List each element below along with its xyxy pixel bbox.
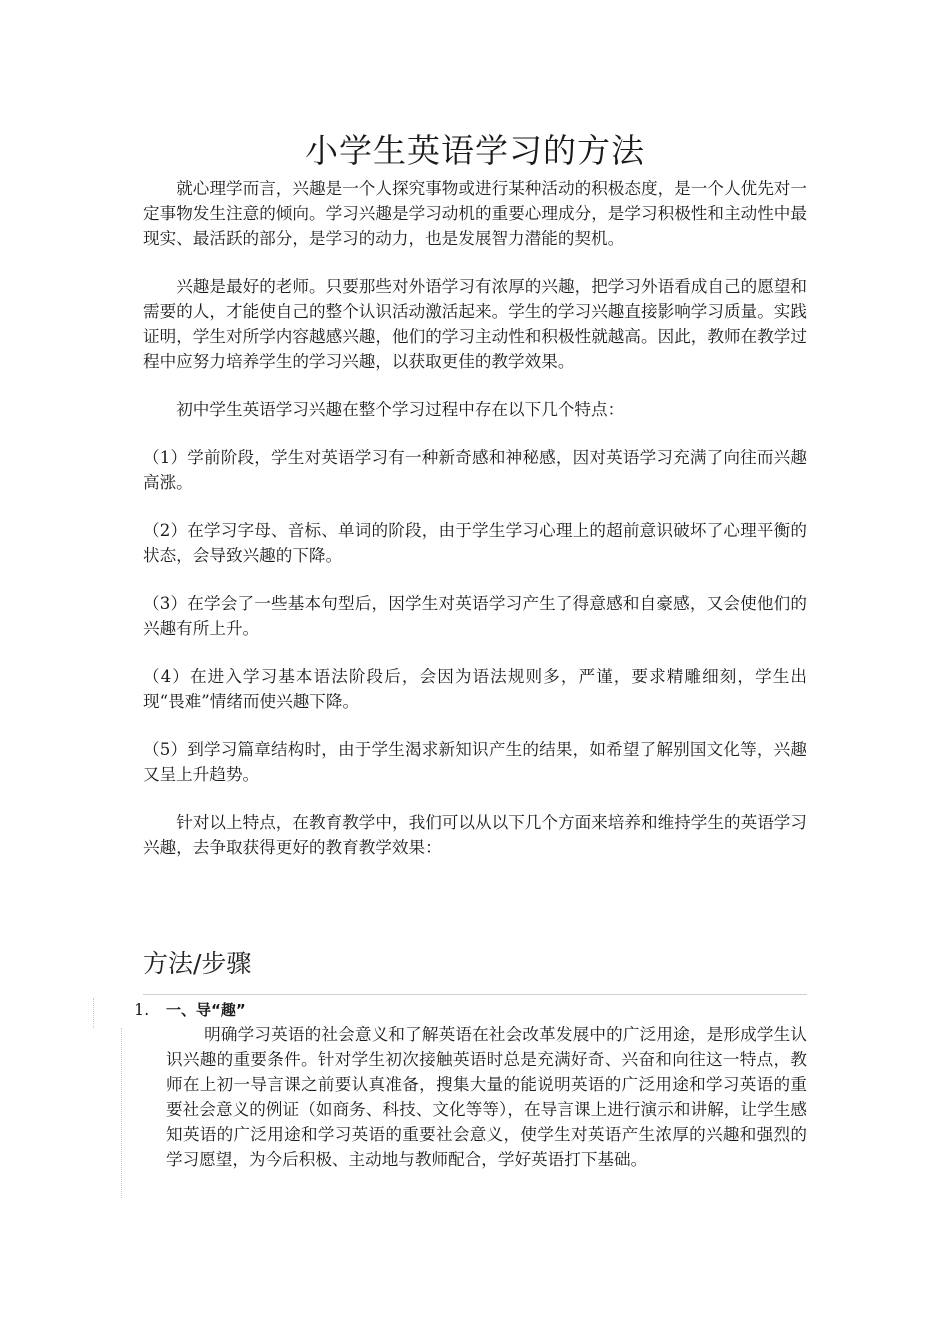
step-title: 一、导“趣” bbox=[166, 1001, 246, 1019]
paragraph-methods-intro: 针对以上特点，在教育教学中，我们可以从以下几个方面来培养和维持学生的英语学习兴趣，去争取获得更好的教育教学效果： bbox=[143, 813, 807, 857]
list-item-characteristic-4: （4）在进入学习基本语法阶段后，会因为语法规则多，严谨，要求精雕细刻，学生出现“畏难”情绪而使兴趣下降。 bbox=[143, 667, 807, 711]
list-item-characteristic-1: （1）学前阶段，学生对英语学习有一种新奇感和神秘感，因对英语学习充满了向往而兴趣高涨。 bbox=[143, 448, 807, 492]
page-title: 小学生英语学习的方法 bbox=[305, 131, 645, 170]
list-item-characteristic-5: （5）到学习篇章结构时，由于学生渴求新知识产生的结果，如希望了解别国文化等，兴趣又呈上升趋势。 bbox=[143, 740, 807, 784]
section-divider bbox=[143, 994, 807, 995]
dotted-guide-line bbox=[121, 1028, 122, 1198]
article-body bbox=[143, 176, 807, 883]
paragraph-interest-teacher: 兴趣是最好的老师。只要那些对外语学习有浓厚的兴趣，把学习外语看成自己的愿望和需要的人，才能使自己的整个认识活动激活起来。学生的学习兴趣直接影响学习质量。实践证明，学生对所学内容越感兴趣，他们的学习主动性和积极性就越高。因此，教师在教学过程中应努力培养学生的学习兴趣，以获取更佳的教学效果。 bbox=[143, 277, 807, 371]
step-body: 明确学习英语的社会意义和了解英语在社会改革发展中的广泛用途，是形成学生认识兴趣的重要条件。针对学生初次接触英语时总是充满好奇、兴奋和向往这一特点，教师在上初一导言课之前要认真准备，搜集大量的能说明英语的广泛用途和学习英语的重要社会意义的例证（如商务、科技、文化等等），在导言课上进行演示和讲解，让学生感知英语的广泛用途和学习英语的重要社会意义，使学生对英语产生浓厚的兴趣和强烈的学习愿望，为今后积极、主动地与教师配合，学好英语打下基础。 bbox=[166, 1025, 807, 1169]
list-item-characteristic-3: （3）在学会了一些基本句型后，因学生对英语学习产生了得意感和自豪感，又会使他们的兴趣有所上升。 bbox=[143, 594, 807, 638]
step-number: 1. bbox=[134, 1000, 150, 1019]
paragraph-intro: 就心理学而言，兴趣是一个人探究事物或进行某种活动的积极态度，是一个人优先对一定事物发生注意的倾向。学习兴趣是学习动机的重要心理成分，是学习积极性和主动性中最现实、最活跃的部分，是学习的动力，也是发展智力潜能的契机。 bbox=[143, 179, 807, 248]
paragraph-characteristics-intro: 初中学生英语学习兴趣在整个学习过程中存在以下几个特点： bbox=[176, 400, 625, 419]
dotted-guide-line bbox=[93, 998, 94, 1028]
list-item-characteristic-2: （2）在学习字母、音标、单词的阶段，由于学生学习心理上的超前意识破坏了心理平衡的状态，会导致兴趣的下降。 bbox=[143, 521, 807, 565]
section-heading-methods: 方法/步骤 bbox=[143, 949, 252, 978]
